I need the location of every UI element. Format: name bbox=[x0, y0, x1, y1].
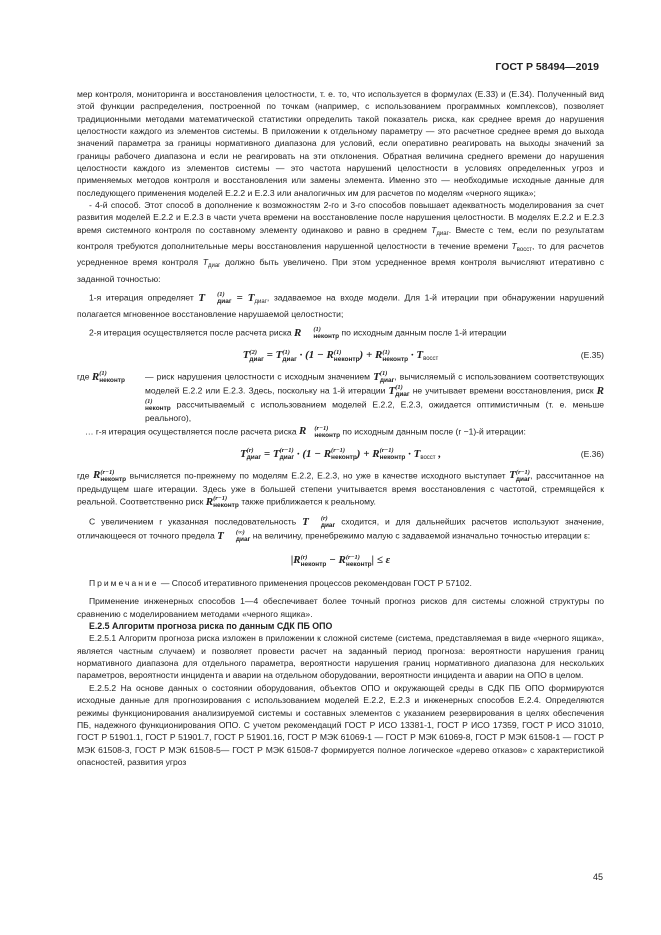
subscript: восст bbox=[420, 454, 436, 461]
symbol: T bbox=[302, 515, 309, 528]
note-text: — Способ итеративного применения процессов рекомендован ГОСТ Р 57102. bbox=[158, 578, 472, 589]
superscript: (r−1) bbox=[213, 495, 228, 503]
formula-inline bbox=[93, 469, 126, 481]
symbol: R bbox=[93, 469, 101, 482]
superscript: (r−1) bbox=[345, 553, 360, 561]
superscript: (1) bbox=[333, 348, 342, 356]
subscript: восст bbox=[516, 247, 532, 254]
text: , то для расчетов усредненное время контроля bbox=[77, 241, 604, 268]
where-lead bbox=[77, 370, 145, 424]
page-body bbox=[77, 88, 604, 768]
symbol: R bbox=[596, 384, 604, 397]
symbol: T bbox=[217, 529, 224, 542]
text: где bbox=[77, 371, 92, 382]
paragraph: Применение инженерных способов 1—4 обеспечивает более точный прогноз рисков для системы сложной структуры по сравнению с моделированием методами «черного ящика». bbox=[77, 596, 604, 619]
formula-inline bbox=[302, 516, 335, 528]
text: С увеличением r указанная последовательность bbox=[89, 516, 303, 527]
where-clause-1 bbox=[77, 370, 604, 424]
symbol: = bbox=[263, 349, 276, 362]
text: на величину, пренебрежимо малую с задаваемой изначально точностью итерации ε: bbox=[250, 530, 591, 541]
symbol: R bbox=[372, 447, 380, 460]
subscript: неконтр bbox=[379, 454, 406, 462]
symbol: T bbox=[431, 224, 437, 235]
superscript: (r−1) bbox=[515, 468, 530, 476]
superscript: (1) bbox=[382, 348, 390, 356]
text: по исходным данным после 1-й итерации bbox=[339, 327, 507, 338]
superscript: (1) bbox=[379, 370, 388, 378]
formula-e35 bbox=[77, 340, 604, 370]
paragraph-e251: Е.2.5.1 Алгоритм прогноза риска изложен в приложении к сложной системе (система, представляемая в виде «черного ящика», является частным случаем) и позволяет провести расчет на заданный период прогноза: вероятности нарушения границ нормативного диапазона для отдельного параметра, вероятности нарушения границ нормативного диапазона для нескольких параметров, вероятности инцидента и аварии на отдельном оборудовании, вероятности инцидента и аварии на ОПО в целом. bbox=[77, 633, 604, 681]
superscript: (1) bbox=[282, 348, 290, 356]
supsub bbox=[282, 349, 296, 363]
symbol: T bbox=[247, 291, 255, 304]
formula-inline bbox=[509, 469, 530, 481]
subscript: неконтр bbox=[382, 355, 409, 363]
subscript: диаг bbox=[254, 298, 267, 305]
symbol: R bbox=[338, 554, 346, 567]
symbol: + bbox=[360, 447, 373, 460]
symbol: T bbox=[198, 291, 206, 304]
paragraph-iteration-2 bbox=[77, 326, 604, 340]
text: — риск нарушения целостности с исходным значением bbox=[145, 371, 374, 382]
supsub bbox=[380, 447, 406, 461]
text: сходится, и для дальнейших расчетов используют значение, отличающееся от точного предела bbox=[77, 516, 604, 541]
symbol: T bbox=[511, 241, 517, 252]
symbol: T bbox=[272, 447, 280, 460]
text: также приближается к реальному. bbox=[238, 496, 376, 507]
subscript: неконтр bbox=[345, 560, 372, 568]
subscript: неконтр bbox=[213, 502, 239, 510]
text: , задаваемое на входе модели. Для 1-й итерации при обнаружении нарушений полагается мгновенное восстановление нарушаемой целостности; bbox=[77, 292, 604, 320]
text: 2-я итерация осуществляется после расчета риска bbox=[89, 327, 295, 338]
formula-inline bbox=[92, 371, 125, 383]
symbol: R bbox=[293, 554, 301, 567]
formula-convergence bbox=[77, 543, 604, 577]
supsub bbox=[247, 447, 261, 461]
subscript: неконтр bbox=[100, 475, 127, 483]
superscript: (r) bbox=[300, 553, 308, 561]
text: по исходным данным после (r −1)-й итерации: bbox=[340, 426, 526, 437]
subscript: неконтр bbox=[314, 431, 341, 439]
symbol: R bbox=[205, 495, 214, 508]
subscript: диаг bbox=[436, 230, 449, 237]
symbol: (1 − bbox=[302, 447, 324, 460]
symbol: T bbox=[373, 370, 380, 383]
symbol: | bbox=[371, 554, 375, 567]
superscript: (∞) bbox=[235, 529, 245, 537]
supsub bbox=[213, 495, 239, 509]
superscript: (1) bbox=[99, 370, 107, 378]
subscript: диаг bbox=[207, 263, 221, 270]
symbol: R bbox=[375, 349, 383, 362]
symbol: · bbox=[294, 447, 303, 460]
subscript: диаг bbox=[249, 355, 264, 363]
subscript: диаг bbox=[246, 454, 262, 462]
symbol: R bbox=[326, 349, 334, 362]
subscript: диаг bbox=[235, 536, 251, 544]
paragraph-e252: Е.2.5.2 На основе данных о состоянии оборудования, объектов ОПО и окружающей среды в СДК ПБ ОПО формируются исходные данные для прогнозирования с использованием моделей Е.2.2, Е.2.3 и инженерных способов Е.2.4. Определяются режимы функционирования анализируемой системы и составных элементов с указанием резервирования в целях обеспечения ПБ, надежного функционирования ОПО. С учетом рекомендаций ГОСТ Р ИСО 13381-1, ГОСТ Р ИСО 17359, ГОСТ Р ИСО 31010, ГОСТ Р 51901.1, ГОСТ Р 51901.7, ГОСТ Р 51901.16, ГОСТ Р МЭК 61069-1 — ГОСТ Р МЭК 61069-8, ГОСТ Р МЭК 61508-1 — ГОСТ Р МЭК 61508-3, ГОСТ Р МЭК 61508-5— ГОСТ Р МЭК 61508-7 формируется полное логическое «дерево отказов» с характеристикой опасностей, развития угроз bbox=[77, 682, 604, 767]
symbol: R bbox=[294, 326, 302, 339]
subscript: диаг bbox=[515, 475, 531, 483]
symbol: T bbox=[275, 349, 283, 362]
where-clause-2 bbox=[77, 469, 604, 509]
formula-inline bbox=[217, 530, 250, 542]
subscript: диаг bbox=[217, 298, 232, 306]
subscript: восст bbox=[423, 356, 439, 363]
supsub bbox=[224, 529, 250, 543]
formula-inline bbox=[388, 385, 409, 397]
superscript: (r−1) bbox=[331, 447, 346, 455]
subscript: диаг bbox=[320, 522, 336, 530]
superscript: (2) bbox=[249, 348, 258, 356]
subscript: неконтр bbox=[331, 454, 357, 462]
symbol: T bbox=[413, 447, 421, 460]
symbol: T bbox=[416, 349, 424, 362]
supsub bbox=[306, 425, 340, 439]
text: не учитывает времени восстановления, риск bbox=[409, 385, 597, 396]
supsub bbox=[380, 370, 394, 384]
supsub bbox=[100, 469, 126, 483]
symbol: = bbox=[231, 291, 248, 304]
supsub bbox=[249, 349, 263, 363]
supsub bbox=[382, 349, 408, 363]
text: … r-я итерация осуществляется после расчета риска bbox=[85, 426, 300, 437]
symbol: · bbox=[296, 349, 306, 362]
superscript: (r−1) bbox=[279, 447, 294, 455]
text: должно быть увеличено. При этом усредненное время контроля вычисляют итеративно с заданной точностью: bbox=[77, 257, 605, 284]
superscript: (r−1) bbox=[100, 468, 115, 476]
text: . Вместе с тем, если по результатам контроля требуются дополнительные меры восстановления нарушенной целостности в течение времени bbox=[77, 224, 604, 252]
symbol: = bbox=[261, 447, 273, 460]
supsub bbox=[145, 398, 171, 412]
note-label: Примечание bbox=[89, 578, 159, 589]
text: 1-я итерация определяет bbox=[89, 292, 199, 303]
subscript: неконтр bbox=[99, 377, 125, 385]
note bbox=[77, 577, 604, 589]
section-heading: Е.2.5 Алгоритм прогноза риска по данным СДК ПБ ОПО bbox=[89, 621, 333, 632]
supsub bbox=[334, 349, 360, 363]
where-text bbox=[145, 370, 604, 424]
paragraph: мер контроля, мониторинга и восстановления целостности, т. е. то, что используется в формулах (Е.33) и (Е.34). Полученный вид этой функции распределения, построенной по точкам (например, с использованием программных комплексов), позволяет традиционными методами математической статистики определить такой показатель риска, как среднее время до нарушения целостности каждого из элементов системы. В приложении к отдельному параметру — это расчетное среднее время до выхода значений параметра за границы нормативного диапазона для условий, если оперативно реагировать на выходы значений за границы рабочего диапазона и если не реагировать на эти отклонения. Обратная величина среднего времени до нарушения целостности каждого из элементов системы — это частота нарушений целостности в условиях определенных угроз и применяемых методов контроля и восстановления или замены элемента. Именно это — необходимые исходные данные для последующего применения моделей Е.2.2 и Е.2.3 или аналогичных им для расчетов по моделям «черного ящика»; bbox=[77, 89, 604, 198]
paragraph-method-4 bbox=[77, 199, 604, 285]
text: - 4-й способ. Этот способ в дополнение к возможностям 2-го и 3-го способов повышает адекватность моделирования за счет развития моделей Е.2.2 и Е.2.3 в части учета времени на восстановление после нарушения целостности. В моделях Е.2.2 и Е.2.3 время системного контроля по составному элементу одинаково и равно в среднем bbox=[77, 200, 604, 235]
superscript: (r) bbox=[320, 515, 328, 523]
supsub bbox=[345, 553, 375, 568]
symbol: · bbox=[405, 447, 414, 460]
equation-number: (Е.35) bbox=[580, 350, 604, 361]
subscript: неконтр bbox=[333, 355, 360, 363]
text: вычисляется по-прежнему по моделям Е.2.2, Е.2.3, но уже в качестве исходного выступает bbox=[126, 470, 510, 481]
superscript: (r−1) bbox=[379, 447, 394, 455]
supsub bbox=[516, 469, 530, 483]
superscript: (1) bbox=[313, 326, 321, 334]
formula-inline bbox=[206, 496, 239, 508]
formula-inline bbox=[373, 371, 394, 383]
supsub bbox=[280, 447, 294, 461]
equation-number: (Е.36) bbox=[580, 448, 604, 459]
subscript: диаг bbox=[395, 391, 410, 399]
symbol: R bbox=[323, 447, 332, 460]
supsub bbox=[301, 554, 327, 568]
page-number: 45 bbox=[592, 872, 603, 882]
symbol: | bbox=[290, 554, 294, 567]
subscript: неконтр bbox=[145, 405, 171, 413]
formula-inline bbox=[299, 425, 340, 437]
formula-inline bbox=[198, 292, 267, 304]
symbol: ≤ ε bbox=[374, 554, 391, 567]
symbol: T bbox=[509, 469, 516, 482]
superscript: (r) bbox=[246, 447, 254, 455]
symbol: + bbox=[363, 349, 375, 362]
symbol: T bbox=[202, 257, 208, 268]
paragraph-iteration-1 bbox=[77, 291, 604, 320]
symbol: T bbox=[239, 447, 247, 460]
subscript: неконтр bbox=[313, 333, 340, 341]
superscript: (1) bbox=[395, 384, 403, 392]
symbol: T bbox=[242, 349, 250, 362]
subscript: диаг bbox=[379, 377, 395, 385]
text: , рассчитанное на предыдущем шаге итерации. Здесь уже в большей степени учитывается время восстановления с частотой, стремящейся к реальной. Соответственно риск bbox=[77, 470, 604, 507]
subscript: диаг bbox=[279, 454, 295, 462]
symbol: , bbox=[435, 447, 442, 460]
symbol: T bbox=[388, 384, 396, 397]
document-id-header: ГОСТ Р 58494—2019 bbox=[495, 61, 599, 73]
superscript: (1) bbox=[217, 291, 225, 299]
superscript: (r−1) bbox=[314, 424, 329, 432]
superscript: (1) bbox=[145, 398, 153, 406]
supsub bbox=[395, 384, 409, 398]
symbol: ) bbox=[359, 349, 364, 362]
paragraph-convergence bbox=[77, 515, 604, 543]
formula-e36 bbox=[77, 439, 604, 469]
supsub bbox=[99, 370, 125, 384]
text: , вычисляемый с использованием соответствующих моделей Е.2.2 или Е.2.3. Здесь, поскольку на 1-й итерации bbox=[145, 371, 604, 396]
text: рассчитываемый с использованием моделей Е.2.2, Е.2.3, ожидается оптимистичным (т. е. меньше реального), bbox=[145, 399, 604, 424]
supsub bbox=[331, 447, 357, 461]
formula-inline bbox=[294, 327, 339, 339]
symbol: R bbox=[91, 370, 100, 383]
supsub bbox=[309, 515, 335, 529]
symbol: ) bbox=[356, 447, 361, 460]
symbol: R bbox=[299, 425, 307, 438]
supsub bbox=[301, 326, 339, 340]
subscript: неконтр bbox=[300, 560, 327, 568]
text: где bbox=[77, 470, 94, 481]
symbol: (1 − bbox=[305, 349, 327, 362]
paragraph-iteration-r bbox=[77, 425, 604, 439]
symbol: − bbox=[326, 554, 339, 567]
supsub bbox=[205, 291, 231, 305]
subscript: диаг bbox=[282, 355, 297, 363]
symbol: · bbox=[408, 349, 417, 362]
